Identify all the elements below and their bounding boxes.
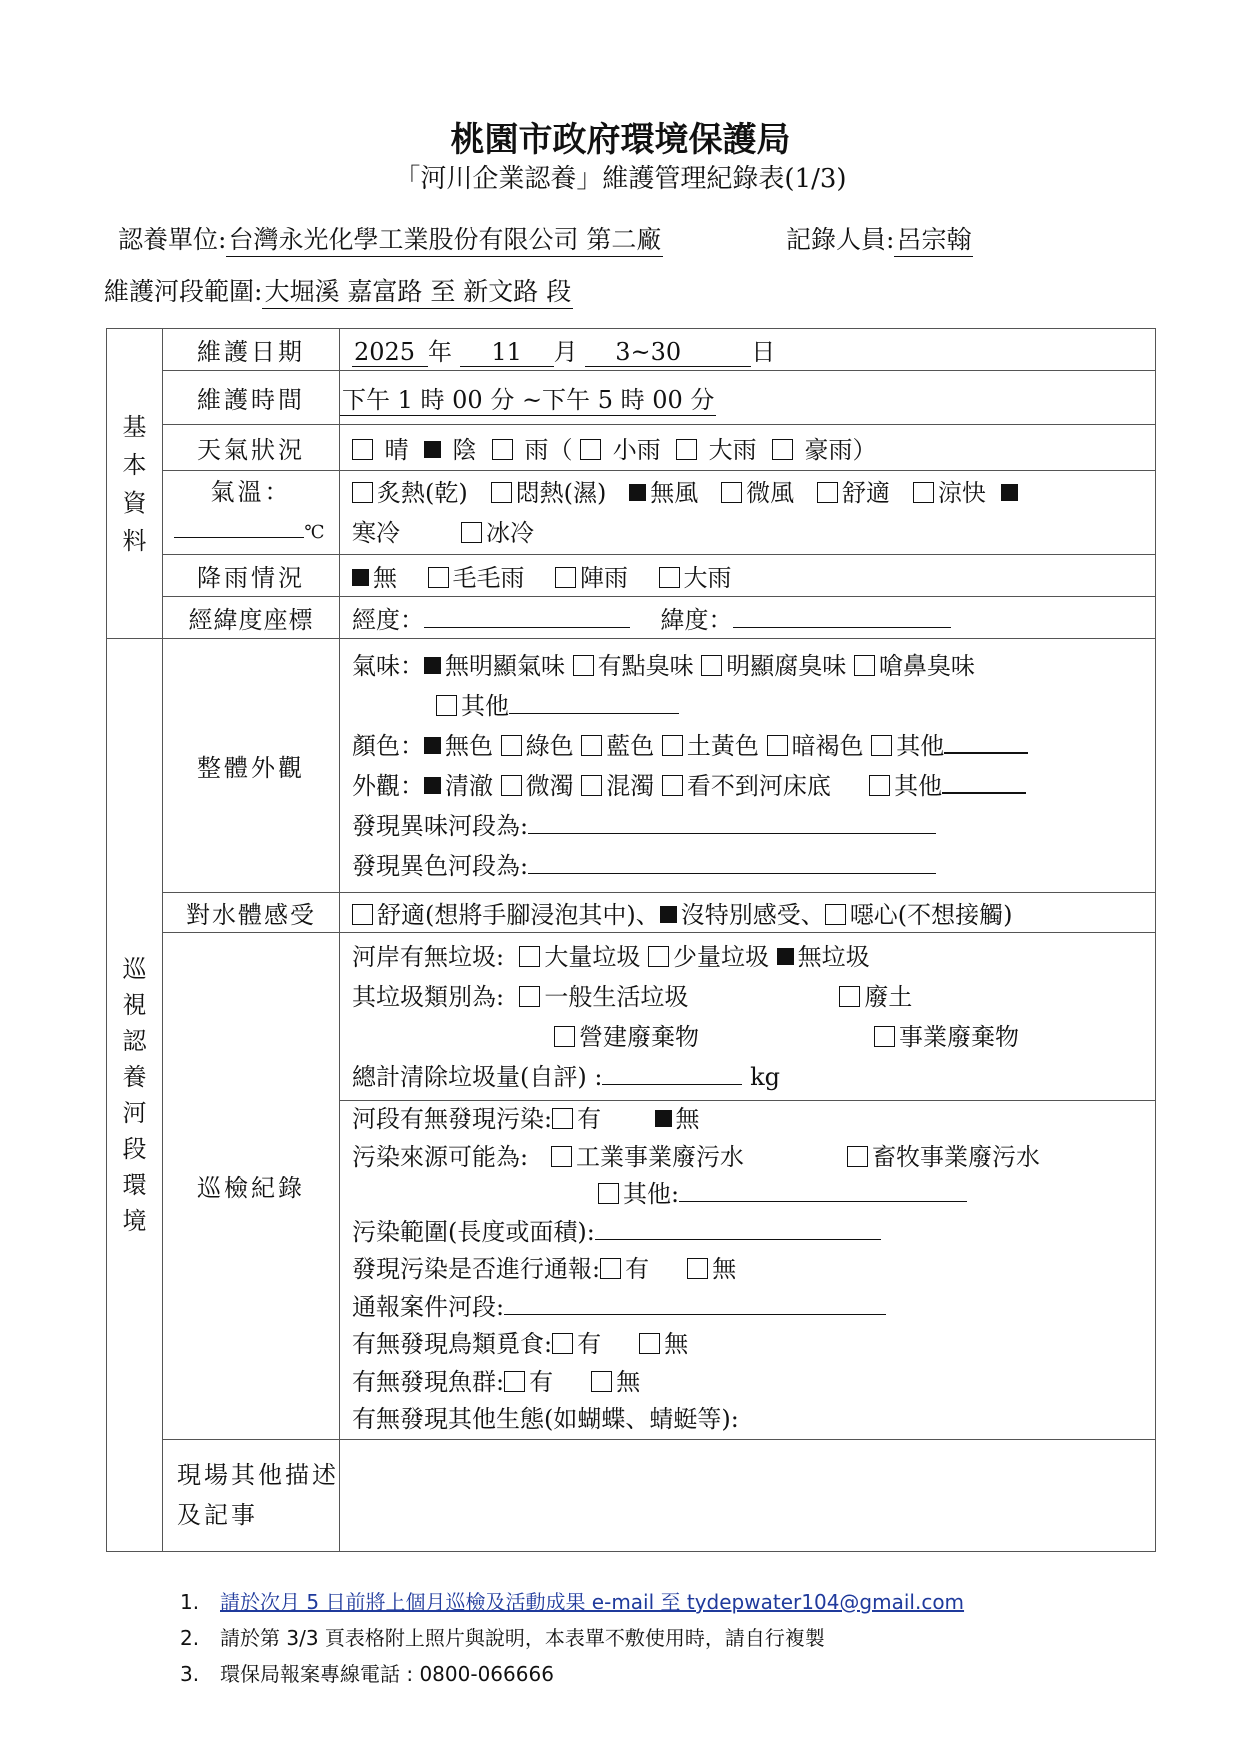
report-section-input[interactable] [504,1314,886,1315]
checkbox-fish-no[interactable] [591,1371,612,1392]
recorder-field[interactable]: 呂宗翰 [894,220,973,257]
checkbox-other-odor[interactable] [436,695,457,716]
date-field[interactable]: 2025 年 11 月 3~30 日 [340,329,1156,371]
checkbox-colorless-checked[interactable] [424,737,441,754]
latitude-input[interactable] [733,627,951,628]
checkbox-dark-brown[interactable] [767,735,788,756]
checkbox-windless-checked[interactable] [629,484,646,501]
odor-section-input[interactable] [528,833,936,834]
checkbox-birds-no[interactable] [639,1333,660,1354]
recorder-label: 記錄人員: [786,225,895,254]
range-label: 維護河段範圍: [104,277,263,306]
other-look-input[interactable] [942,792,1026,794]
other-color-input[interactable] [944,752,1028,754]
checkbox-comfortable[interactable] [817,482,838,503]
checkbox-torrential-rain[interactable] [772,439,793,460]
checkbox-slightly-turbid[interactable] [501,775,522,796]
weather-label: 天氣狀況 [163,425,340,471]
checkbox-hot-humid[interactable] [491,482,512,503]
pollution-extent-input[interactable] [595,1239,881,1240]
checkbox-waste-soil[interactable] [839,986,860,1007]
basic-section-label: 基 本 資 料 [107,329,163,639]
coordinates-field: 經度： 緯度： [340,597,1156,639]
checkbox-hot-dry[interactable] [352,482,373,503]
checkbox-no-rain-checked[interactable] [352,569,369,586]
other-odor-input[interactable] [509,713,679,714]
patrol-section-label: 巡 視 認 養 河 段 環 境 [107,639,163,1552]
temperature-options: 炙熱(乾) 悶熱(濕) 無風 微風 舒適 涼快 寒冷 冰冷 [340,471,1156,555]
range-row [104,272,573,309]
other-description-field[interactable] [340,1439,1156,1551]
garbage-amount-input[interactable] [602,1084,742,1085]
checkbox-reported-no[interactable] [687,1258,708,1279]
temperature-label: 氣溫： ℃ [163,471,340,555]
adopter-row [118,220,663,257]
pollution-block: 河段有無發現污染: 有 無 污染來源可能為: 工業事業廢污水 畜牧事業廢污水 其他: 污染範圍(長度或面積): 發現污染是否進行通報: 有 無 通報案件河段: 有無發現鳥類覓食: 有 無 有無發現魚群: 有 無 有無發現其他生態(如蝴蝶、蜻蜓等): [340,1101,1156,1440]
checkbox-other-source[interactable] [598,1183,619,1204]
checkbox-heavy-rain[interactable] [676,439,697,460]
checkbox-little-garbage[interactable] [648,946,669,967]
checkbox-riverbed-invisible[interactable] [662,775,683,796]
checkbox-disgusting[interactable] [825,904,846,925]
checkbox-other-look[interactable] [869,775,890,796]
checkbox-no-odor-checked[interactable] [424,657,441,674]
checkbox-clear-checked[interactable] [424,777,441,794]
checkbox-cloudy-checked[interactable] [424,441,441,458]
water-feel-label: 對水體感受 [163,893,340,933]
form-subtitle: 「河川企業認養」維護管理紀錄表(1/3) [394,164,847,194]
checkbox-cool[interactable] [913,482,934,503]
weather-options: 晴 陰 雨（ 小雨 大雨 豪雨） [340,425,1156,471]
checkbox-blue[interactable] [581,735,602,756]
checkbox-heavy-rainfall[interactable] [659,567,680,588]
checkbox-light-rain[interactable] [580,439,601,460]
note-3: 3. 環保局報案專線電話 : 0800-066666 [180,1662,554,1686]
checkbox-pollution-yes[interactable] [552,1108,573,1129]
inspection-record-label: 巡檢紀錄 [163,933,340,1440]
checkbox-rotten-odor[interactable] [701,655,722,676]
page-title: 桃園市政府環境保護局 [450,120,791,160]
temperature-input[interactable]: ℃ [163,511,339,552]
other-description-label: 現場其他描述及記事 [163,1439,340,1551]
checkbox-turbid[interactable] [581,775,602,796]
checkbox-much-garbage[interactable] [519,946,540,967]
record-form-table [106,328,1156,1552]
note-1: 1. 請於次月 5 日前將上個月巡檢及活動成果 e-mail 至 tydepwater104@gmail.com [180,1590,965,1614]
checkbox-other-color[interactable] [871,735,892,756]
checkbox-pollution-no-checked[interactable] [655,1110,672,1127]
time-field[interactable]: 下午 1 時 00 分 ~下午 5 時 00 分 [340,371,1156,425]
checkbox-construction-waste[interactable] [554,1026,575,1047]
checkbox-industrial-wastewater[interactable] [551,1146,572,1167]
checkbox-freezing[interactable] [461,522,482,543]
adopter-field[interactable]: 台灣永光化學工業股份有限公司 第二廠 [226,220,663,257]
checkbox-no-feeling-checked[interactable] [660,906,677,923]
checkbox-drizzle[interactable] [428,567,449,588]
time-label: 維護時間 [163,371,340,425]
checkbox-pleasant[interactable] [352,904,373,925]
other-source-input[interactable] [679,1201,967,1202]
checkbox-sunny[interactable] [352,439,373,460]
checkbox-industrial-waste[interactable] [874,1026,895,1047]
garbage-block: 河岸有無垃圾: 大量垃圾 少量垃圾 無垃圾 其垃圾類別為: 一般生活垃圾 廢土 營建廢棄物 事業廢棄物 總計清除垃圾量(自評) : kg [340,933,1156,1101]
longitude-input[interactable] [424,627,630,628]
date-label: 維護日期 [163,329,340,371]
checkbox-green[interactable] [501,735,522,756]
checkbox-birds-yes[interactable] [552,1333,573,1354]
range-field[interactable]: 大堀溪 嘉富路 至 新文路 段 [262,272,573,309]
color-section-input[interactable] [528,873,936,874]
checkbox-shower[interactable] [555,567,576,588]
checkbox-livestock-wastewater[interactable] [847,1146,868,1167]
checkbox-no-garbage-checked[interactable] [777,948,794,965]
checkbox-reported-yes[interactable] [600,1258,621,1279]
note-2: 2. 請於第 3/3 頁表格附上照片與說明，本表單不敷使用時，請自行複製 [180,1626,825,1650]
checkbox-household-waste[interactable] [519,986,540,1007]
checkbox-slight-odor[interactable] [573,655,594,676]
checkbox-rain[interactable] [492,439,513,460]
checkbox-pungent-odor[interactable] [854,655,875,676]
checkbox-breeze[interactable] [721,482,742,503]
checkbox-cold-checked[interactable] [1001,484,1018,501]
rainfall-label: 降雨情況 [163,555,340,597]
adopter-label: 認養單位: [118,225,227,254]
checkbox-fish-yes[interactable] [504,1371,525,1392]
checkbox-yellow-brown[interactable] [662,735,683,756]
recorder-row [786,220,973,257]
appearance-options: 氣味： 無明顯氣味 有點臭味 明顯腐臭味 嗆鼻臭味 其他 顏色： 無色 綠色 藍色 土黃色 暗褐色 其他 外觀： 清澈 微濁 混濁 看不到河床底 其他 發現異味河段為: 發現異色河段為: [340,639,1156,893]
appearance-label: 整體外觀 [163,639,340,893]
note-1-link[interactable]: 請於次月 5 日前將上個月巡檢及活動成果 e-mail 至 tydepwater104@gmail.com [220,1590,965,1614]
water-feel-options: 舒適(想將手腳浸泡其中)、 沒特別感受、 噁心(不想接觸) [340,893,1156,933]
rainfall-options: 無 毛毛雨 陣雨 大雨 [340,555,1156,597]
coordinates-label: 經緯度座標 [163,597,340,639]
